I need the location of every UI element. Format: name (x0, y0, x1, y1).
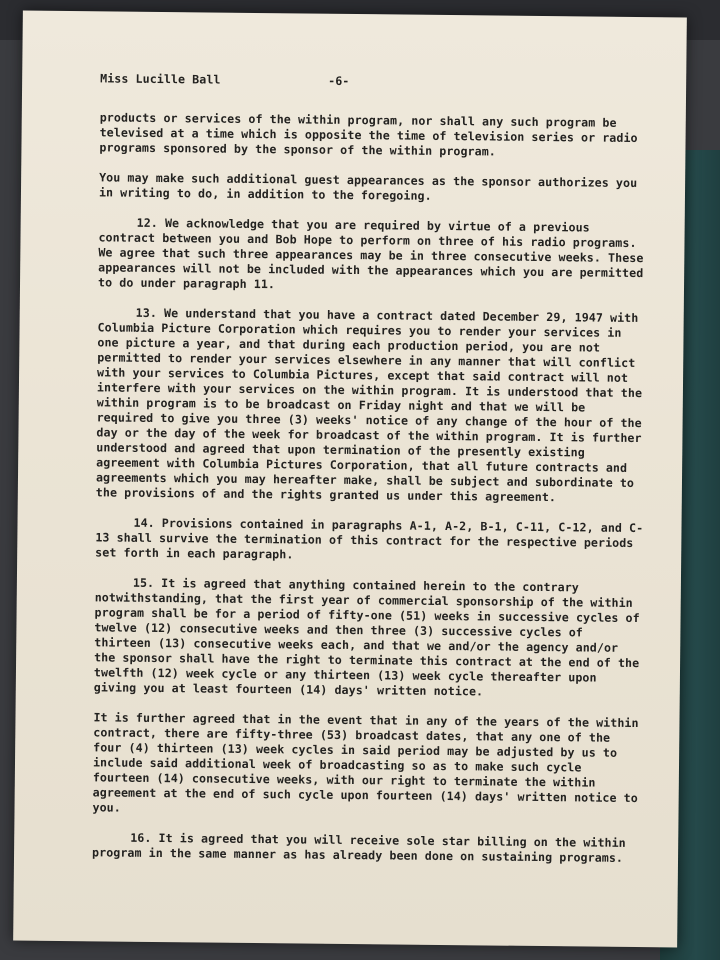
document-body (92, 71, 651, 881)
addressee: Miss Lucille Ball (100, 71, 221, 87)
paragraph-15: 15. It is agreed that anything contained herein to the contrary notwithstanding, that the first year of commercial sponsorship of the within program shall be for a period of fifty-one (51) weeks in successive cycles of twelve (12) consecutive weeks and then three (3) successive cycles of thirteen (13) consecutive weeks each, and that we and/or the agency and/or the sponsor shall have the right to terminate this contract at the end of the twelfth (12) week cycle or any thirteen (13) week cycle thereafter upon giving you at least fourteen (14) days' written notice. (93, 575, 647, 699)
paragraph-15-continued: It is further agreed that in the event that in any of the years of the within contract, there are fifty-three (53) broadcast dates, that any one of the four (4) thirteen (13) week cycles in said period may be adjusted by us to include said additional week of broadcasting so as to make such cycle fourteen (14) consecutive weeks, with our right to terminate the within agreement at the end of such cycle upon fourteen (14) days' written notice to you. (92, 710, 646, 815)
paragraph-13: 13. We understand that you have a contract dated December 29, 1947 with Columbia Picture Corporation which requires you to render your services in one picture a year, and that during each production period, you are not permitted to render your services elsewhere in any manner that will conflict with your services to Columbia Pictures, except that said contract will not interfere with your services on the within program. It is understood that the within program is to be broadcast on Friday night and that we will be required to give you three (3) weeks' notice of any change of the hour of the day or the day of the week for broadcast of the within program. It is further understood and agreed that upon termination of the presently existing agreement with Columbia Pictures Corporation, that all future contracts and agreements which you may hereafter make, shall be subject and subordinate to the provisions of and the rights granted us under this agreement. (95, 305, 650, 505)
paragraph-guest-appearances: You may make such additional guest appearances as the sponsor authorizes you in writing to do, in addition to the foregoing. (98, 170, 645, 203)
paragraph-14: 14. Provisions contained in paragraphs A-1, A-2, B-1, C-11, C-12, and C-13 shall survive the termination of this contract for the respective periods set forth in each paragraph. (95, 515, 644, 562)
document-page (13, 11, 687, 948)
page-number: -6- (328, 73, 350, 88)
paragraph-16: 16. It is agreed that you will receive sole star billing on the within program in the same manner as has already been done on sustaining programs. (92, 830, 633, 865)
paragraph-continuation: products or services of the within program, nor shall any such program be televised at a time which is opposite the time of television series or radio programs sponsored by the sponsor of the within program. (99, 110, 645, 159)
paragraph-12: 12. We acknowledge that you are required by virtue of a previous contract between you and Bob Hope to perform on three of his radio programs. We agree that such three appearances may be in three consecutive weeks. These appearances will not be included with the appearances which you are permitted to do under paragraph 11. (97, 215, 651, 292)
page-header (100, 71, 648, 92)
